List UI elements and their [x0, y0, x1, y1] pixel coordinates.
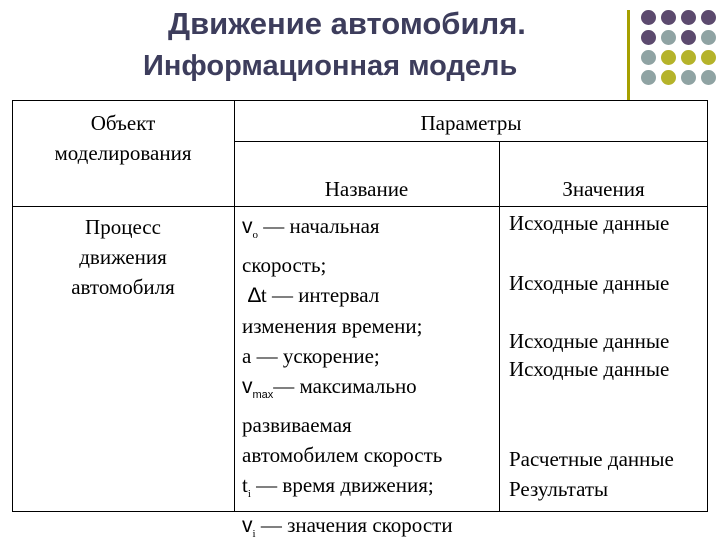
dot	[701, 50, 716, 65]
param-text: — начальная	[258, 214, 380, 238]
value-cell	[509, 384, 708, 414]
dot	[701, 70, 716, 85]
param-subscript: max	[252, 389, 274, 402]
dot	[641, 10, 656, 25]
param-symbol: a	[242, 344, 252, 369]
header-values: Значения	[562, 177, 645, 201]
process-cell	[12, 212, 234, 302]
param-line	[242, 250, 499, 280]
dot	[661, 70, 676, 85]
param-line	[242, 410, 499, 440]
process-line2: движения	[79, 245, 167, 269]
dot	[641, 50, 656, 65]
delta-symbol: ∆	[248, 284, 261, 308]
param-subscript: i	[252, 527, 256, 540]
dot	[701, 10, 716, 25]
dot	[661, 50, 676, 65]
param-symbol: v	[242, 513, 253, 537]
value-cell: Исходные данные	[509, 329, 670, 353]
header-params: Параметры	[420, 111, 522, 135]
param-text: изменения времени;	[242, 314, 423, 339]
param-line	[242, 371, 499, 410]
value-cell: Исходные данные	[509, 211, 670, 235]
param-text: развиваемая	[242, 413, 352, 438]
param-line	[242, 341, 499, 371]
param-line	[242, 510, 499, 549]
table-col-divider-1	[234, 100, 235, 512]
value-cell	[509, 238, 708, 268]
info-model-table	[12, 100, 708, 540]
dot	[661, 10, 676, 25]
dot	[681, 30, 696, 45]
param-line	[242, 280, 499, 311]
param-text: — максимально	[273, 374, 417, 399]
param-line	[242, 440, 499, 470]
param-line	[242, 470, 499, 509]
param-symbol: v	[242, 375, 253, 399]
dot	[681, 10, 696, 25]
dot	[681, 70, 696, 85]
param-line	[242, 311, 499, 341]
dot	[681, 50, 696, 65]
dot	[661, 30, 676, 45]
decorative-vertical-line	[627, 10, 630, 100]
process-line1: Процесс	[85, 215, 161, 239]
header-object-line2: моделирования	[54, 141, 192, 165]
param-values	[509, 208, 708, 504]
header-name: Название	[324, 177, 409, 201]
process-line3: автомобиля	[71, 275, 175, 299]
param-text: — время движения;	[250, 473, 434, 498]
param-line	[242, 211, 499, 250]
param-text: t — интервал	[260, 283, 380, 308]
dot	[641, 30, 656, 45]
table-subheader-divider	[234, 141, 708, 142]
table-border-top	[12, 100, 708, 101]
param-text: скорость;	[242, 253, 327, 278]
dot	[701, 30, 716, 45]
dot	[641, 70, 656, 85]
param-text: — ускорение;	[251, 344, 380, 369]
header-object-line1: Объект	[90, 111, 156, 135]
header-object	[12, 108, 234, 168]
slide-title: Движение автомобиля.	[168, 6, 526, 41]
value-cell: Исходные данные	[509, 357, 670, 381]
param-symbol: t	[242, 473, 248, 498]
value-cell	[509, 298, 708, 326]
table-header-divider	[12, 206, 708, 207]
value-cell: Исходные данные	[509, 271, 670, 295]
param-text: автомобилем скорость	[242, 443, 443, 468]
value-cell: Расчетные данные	[509, 447, 674, 471]
param-subscript: i	[247, 488, 251, 501]
param-subscript: o	[252, 229, 258, 242]
value-cell	[509, 414, 708, 444]
param-text: — значения скорости	[255, 512, 453, 537]
value-cell: Результаты	[509, 477, 609, 501]
param-symbol: v	[242, 215, 253, 238]
param-names	[242, 211, 499, 549]
slide-subtitle: Информационная модель	[143, 50, 518, 82]
